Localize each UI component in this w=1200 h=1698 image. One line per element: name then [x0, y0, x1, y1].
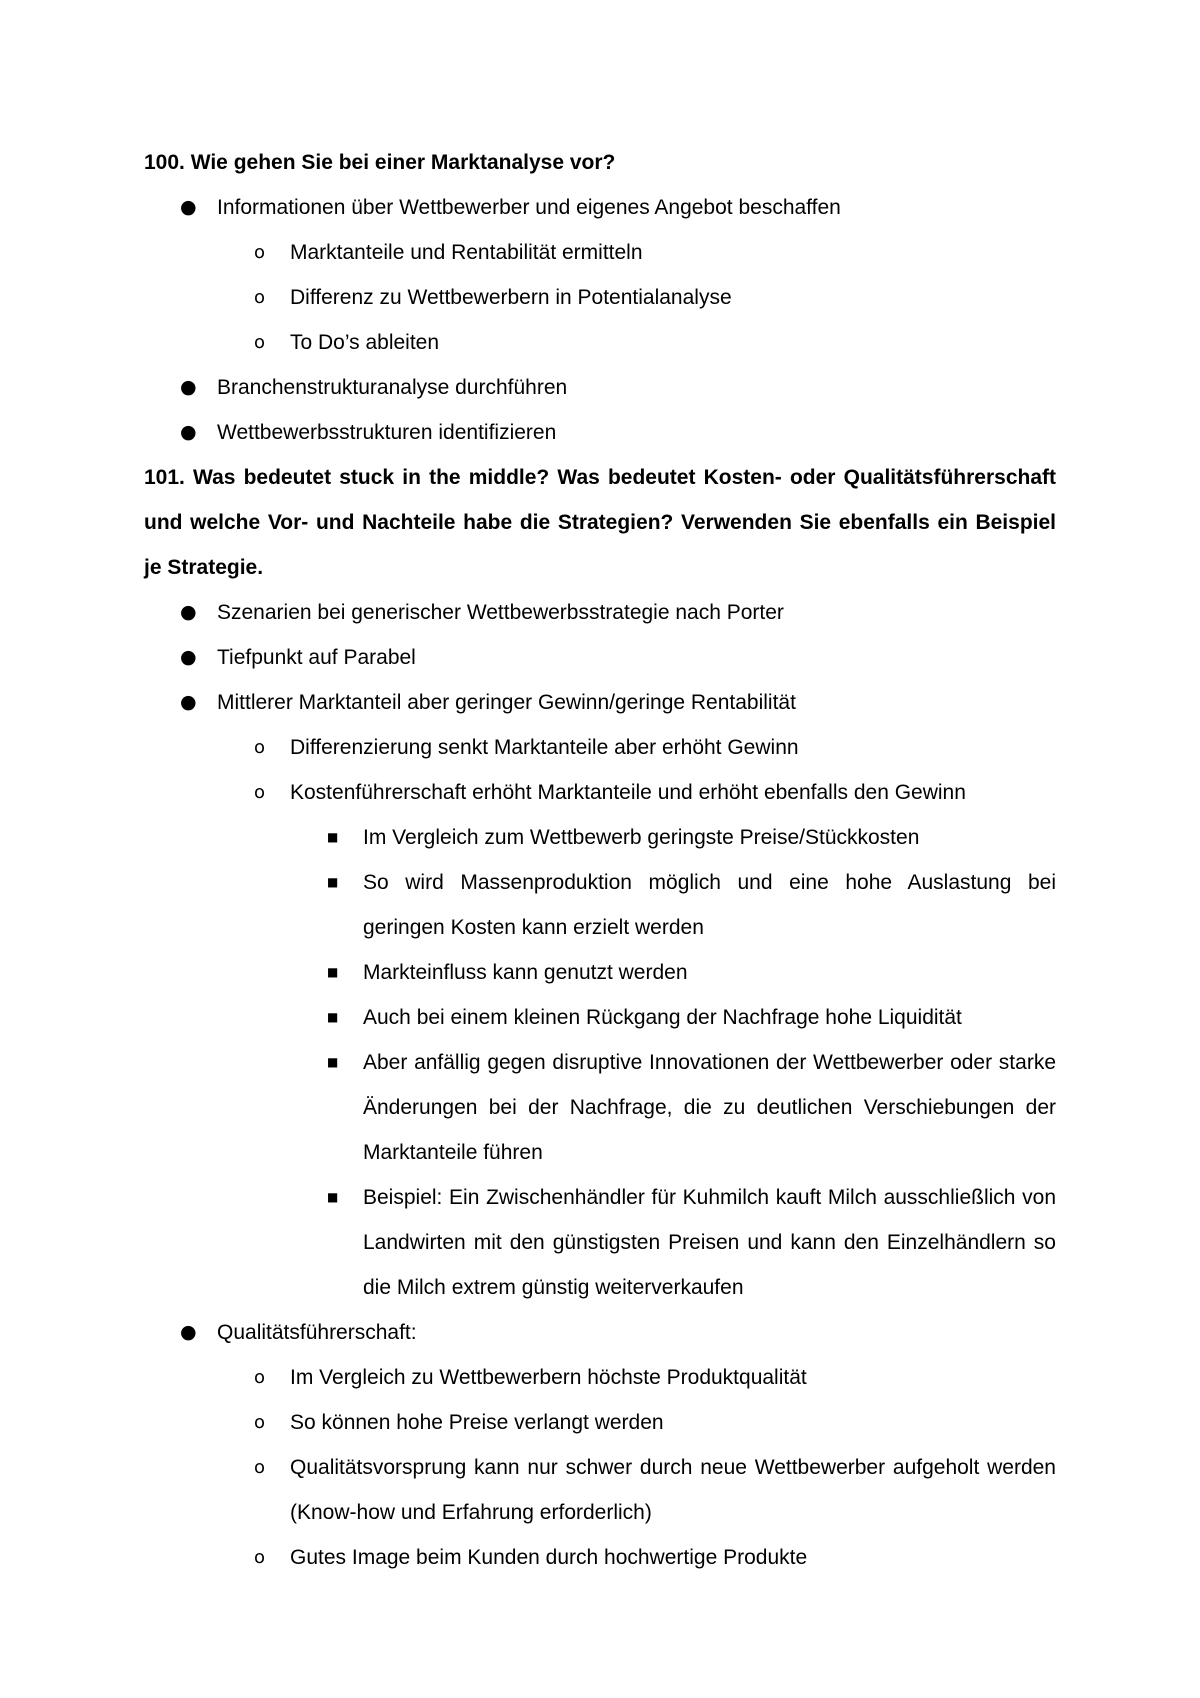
bullet-text: Marktanteile und Rentabilität ermitteln	[290, 241, 643, 264]
bullet-text: So können hohe Preise verlangt werden	[290, 1411, 664, 1434]
answer-list	[144, 590, 1056, 1580]
bullet-item	[144, 995, 1056, 1040]
bullet-item	[144, 1175, 1056, 1310]
circle-bullet-icon	[254, 1535, 265, 1580]
square-bullet-icon	[327, 1175, 338, 1220]
bullet-item	[144, 635, 1056, 680]
bullet-text: Gutes Image beim Kunden durch hochwertige Produkte	[290, 1546, 808, 1569]
bullet-item	[144, 1535, 1056, 1580]
bullet-text: Szenarien bei generischer Wettbewerbsstrategie nach Porter	[217, 601, 784, 624]
question-100	[144, 140, 1056, 455]
bullet-item	[144, 680, 1056, 725]
bullet-text: Differenzierung senkt Marktanteile aber erhöht Gewinn	[290, 736, 799, 759]
circle-bullet-icon	[254, 320, 265, 365]
bullet-item	[144, 1445, 1056, 1535]
square-bullet-icon	[327, 815, 338, 860]
bullet-item	[144, 1355, 1056, 1400]
bullet-text: Tiefpunkt auf Parabel	[217, 646, 416, 669]
bullet-text: Im Vergleich zum Wettbewerb geringste Preise/Stückkosten	[363, 826, 920, 849]
bullet-text: Informationen über Wettbewerber und eigenes Angebot beschaffen	[217, 196, 841, 219]
square-bullet-icon	[327, 950, 338, 995]
disc-bullet-icon	[180, 680, 197, 725]
bullet-item	[144, 815, 1056, 860]
bullet-item	[144, 1310, 1056, 1355]
question-101	[144, 455, 1056, 1580]
disc-bullet-icon	[180, 410, 197, 455]
bullet-item	[144, 365, 1056, 410]
bullet-item	[144, 950, 1056, 995]
circle-bullet-icon	[254, 725, 265, 770]
bullet-text: So wird Massenproduktion möglich und eine hohe Auslastung bei geringen Kosten kann erzielt werden	[363, 871, 1056, 939]
bullet-item	[144, 320, 1056, 365]
bullet-text: Wettbewerbsstrukturen identifizieren	[217, 421, 557, 444]
bullet-text: To Do’s ableiten	[290, 331, 440, 354]
bullet-text: Differenz zu Wettbewerbern in Potentialanalyse	[290, 286, 732, 309]
disc-bullet-icon	[180, 365, 197, 410]
square-bullet-icon	[327, 1040, 338, 1085]
disc-bullet-icon	[180, 635, 197, 680]
bullet-text: Mittlerer Marktanteil aber geringer Gewinn/geringe Rentabilität	[217, 691, 796, 714]
bullet-item	[144, 230, 1056, 275]
bullet-item	[144, 1040, 1056, 1175]
bullet-item	[144, 770, 1056, 815]
square-bullet-icon	[327, 995, 338, 1040]
square-bullet-icon	[327, 860, 338, 905]
bullet-text: Qualitätsführerschaft:	[217, 1321, 417, 1344]
bullet-text: Branchenstrukturanalyse durchführen	[217, 376, 568, 399]
question-heading: 101. Was bedeutet stuck in the middle? Was bedeutet Kosten- oder Qualitätsführerschaft und welche Vor- und Nachteile habe die Strategien? Verwenden Sie ebenfalls ein Beispiel je Strategie.	[144, 466, 1056, 579]
disc-bullet-icon	[180, 590, 197, 635]
bullet-item	[144, 1400, 1056, 1445]
circle-bullet-icon	[254, 275, 265, 320]
bullet-item	[144, 860, 1056, 950]
bullet-text: Im Vergleich zu Wettbewerbern höchste Produktqualität	[290, 1366, 807, 1389]
circle-bullet-icon	[254, 1400, 265, 1445]
bullet-item	[144, 590, 1056, 635]
circle-bullet-icon	[254, 1355, 265, 1400]
bullet-text: Qualitätsvorsprung kann nur schwer durch neue Wettbewerber aufgeholt werden (Know-how und Erfahrung erforderlich)	[290, 1456, 1056, 1524]
document-content	[144, 140, 1056, 1580]
bullet-item	[144, 410, 1056, 455]
bullet-item	[144, 275, 1056, 320]
bullet-text: Beispiel: Ein Zwischenhändler für Kuhmilch kauft Milch ausschließlich von Landwirten mit den günstigsten Preisen und kann den Einzelhändlern so die Milch extrem günstig weiterverkaufen	[363, 1186, 1056, 1299]
bullet-item	[144, 725, 1056, 770]
bullet-text: Auch bei einem kleinen Rückgang der Nachfrage hohe Liquidität	[363, 1006, 962, 1029]
disc-bullet-icon	[180, 185, 197, 230]
circle-bullet-icon	[254, 1445, 265, 1490]
answer-list	[144, 185, 1056, 455]
bullet-text: Kostenführerschaft erhöht Marktanteile und erhöht ebenfalls den Gewinn	[290, 781, 966, 804]
disc-bullet-icon	[180, 1310, 197, 1355]
circle-bullet-icon	[254, 770, 265, 815]
bullet-text: Aber anfällig gegen disruptive Innovationen der Wettbewerber oder starke Änderungen bei der Nachfrage, die zu deutlichen Verschiebungen der Marktanteile führen	[363, 1051, 1056, 1164]
circle-bullet-icon	[254, 230, 265, 275]
bullet-text: Markteinfluss kann genutzt werden	[363, 961, 688, 984]
bullet-item	[144, 185, 1056, 230]
question-heading: 100. Wie gehen Sie bei einer Marktanalyse vor?	[144, 151, 616, 174]
